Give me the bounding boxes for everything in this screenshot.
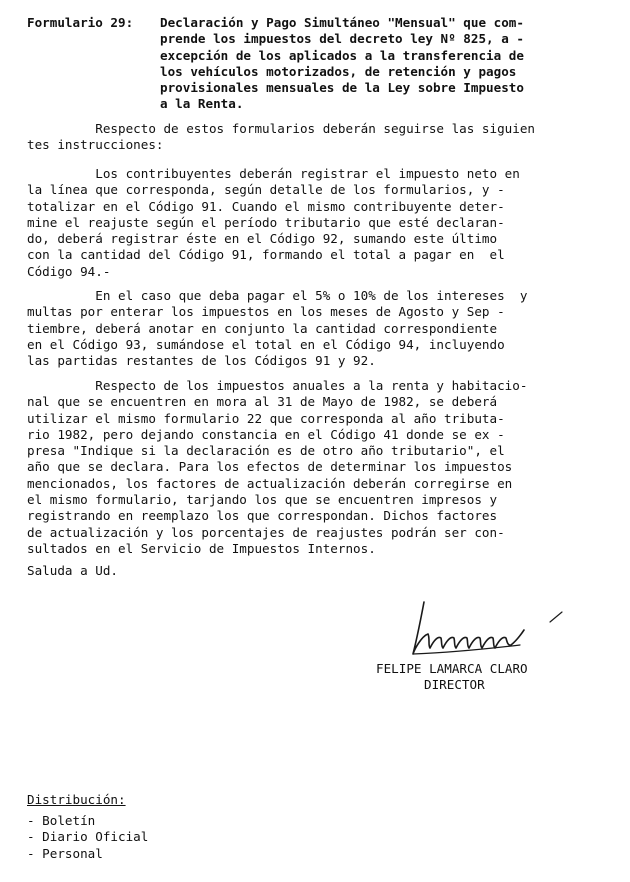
paragraph-line: de actualización y los porcentajes de reajustes podrán ser con- xyxy=(27,524,505,540)
paragraph-line: Respecto de estos formularios deberán seguirse las siguien xyxy=(27,121,535,136)
form-description xyxy=(160,15,524,113)
paragraph-line: multas por enterar los impuestos en los meses de Agosto y Sep - xyxy=(27,304,505,320)
closing-salutation: Saluda a Ud. xyxy=(27,563,118,578)
paragraph-line: Los contribuyentes deberán registrar el impuesto neto en xyxy=(27,166,520,181)
form-description-line: a la Renta. xyxy=(160,96,244,112)
paragraph-intro xyxy=(27,121,535,154)
paragraph-line: do, deberá registrar éste en el Código 92, sumando este último xyxy=(27,231,498,247)
paragraph-line: En el caso que deba pagar el 5% o 10% de los intereses y xyxy=(27,288,528,303)
distribution-heading: Distribución: xyxy=(27,792,126,807)
paragraph-line: Código 94.- xyxy=(27,263,111,279)
distribution-item: - Boletín xyxy=(27,813,96,828)
paragraph-line: tes instrucciones: xyxy=(27,137,164,153)
paragraph-line: las partidas restantes de los Códigos 91 y 92. xyxy=(27,353,376,369)
paragraph-line: Respecto de los impuestos anuales a la renta y habitacio- xyxy=(27,378,528,393)
paragraph-line: sultados en el Servicio de Impuestos Internos. xyxy=(27,540,376,556)
paragraph-line: en el Código 93, sumándose el total en el Código 94, incluyendo xyxy=(27,336,505,352)
paragraph-line: nal que se encuentren en mora al 31 de Mayo de 1982, se deberá xyxy=(27,394,498,410)
form-description-line: Declaración y Pago Simultáneo "Mensual" que com- xyxy=(160,15,524,30)
form-description-line: excepción de los aplicados a la transferencia de xyxy=(160,47,524,63)
handwritten-signature xyxy=(408,598,588,660)
paragraph-line: presa "Indique si la declaración es de otro año tributario", el xyxy=(27,443,505,459)
paragraph-line: registrando en reemplazo los que correspondan. Dichos factores xyxy=(27,508,498,524)
signatory-title: DIRECTOR xyxy=(424,677,485,692)
signatory-name: FELIPE LAMARCA CLARO xyxy=(376,661,528,676)
paragraph-line: la línea que corresponda, según detalle de los formularios, y - xyxy=(27,182,505,198)
paragraph-line: totalizar en el Código 91. Cuando el mismo contribuyente deter- xyxy=(27,198,505,214)
paragraph-interest xyxy=(27,288,527,369)
paragraph-line: con la cantidad del Código 91, formando el total a pagar en el xyxy=(27,247,505,263)
form-description-line: prende los impuestos del decreto ley Nº 825, a - xyxy=(160,31,524,47)
paragraph-line: utilizar el mismo formulario 22 que corresponda al año tributa- xyxy=(27,410,505,426)
paragraph-line: año que se declara. Para los efectos de determinar los impuestos xyxy=(27,459,513,475)
paragraph-codes-91-92 xyxy=(27,166,520,280)
distribution-item: - Diario Oficial xyxy=(27,829,149,845)
paragraph-line: mine el reajuste según el período tributario que esté declaran- xyxy=(27,214,505,230)
paragraph-line: el mismo formulario, tarjando los que se encuentren impresos y xyxy=(27,492,498,508)
form-label: Formulario 29: xyxy=(27,15,134,30)
paragraph-annual-taxes xyxy=(27,378,527,557)
paragraph-line: mencionados, los factores de actualización deberán corregirse en xyxy=(27,475,513,491)
form-description-line: los vehículos motorizados, de retención y pagos xyxy=(160,63,517,79)
distribution-list xyxy=(27,813,148,862)
form-description-line: provisionales mensuales de la Ley sobre Impuesto xyxy=(160,80,524,96)
distribution-item: - Personal xyxy=(27,845,103,861)
paragraph-line: rio 1982, pero dejando constancia en el Código 41 donde se ex - xyxy=(27,426,505,442)
paragraph-line: tiembre, deberá anotar en conjunto la cantidad correspondiente xyxy=(27,320,498,336)
